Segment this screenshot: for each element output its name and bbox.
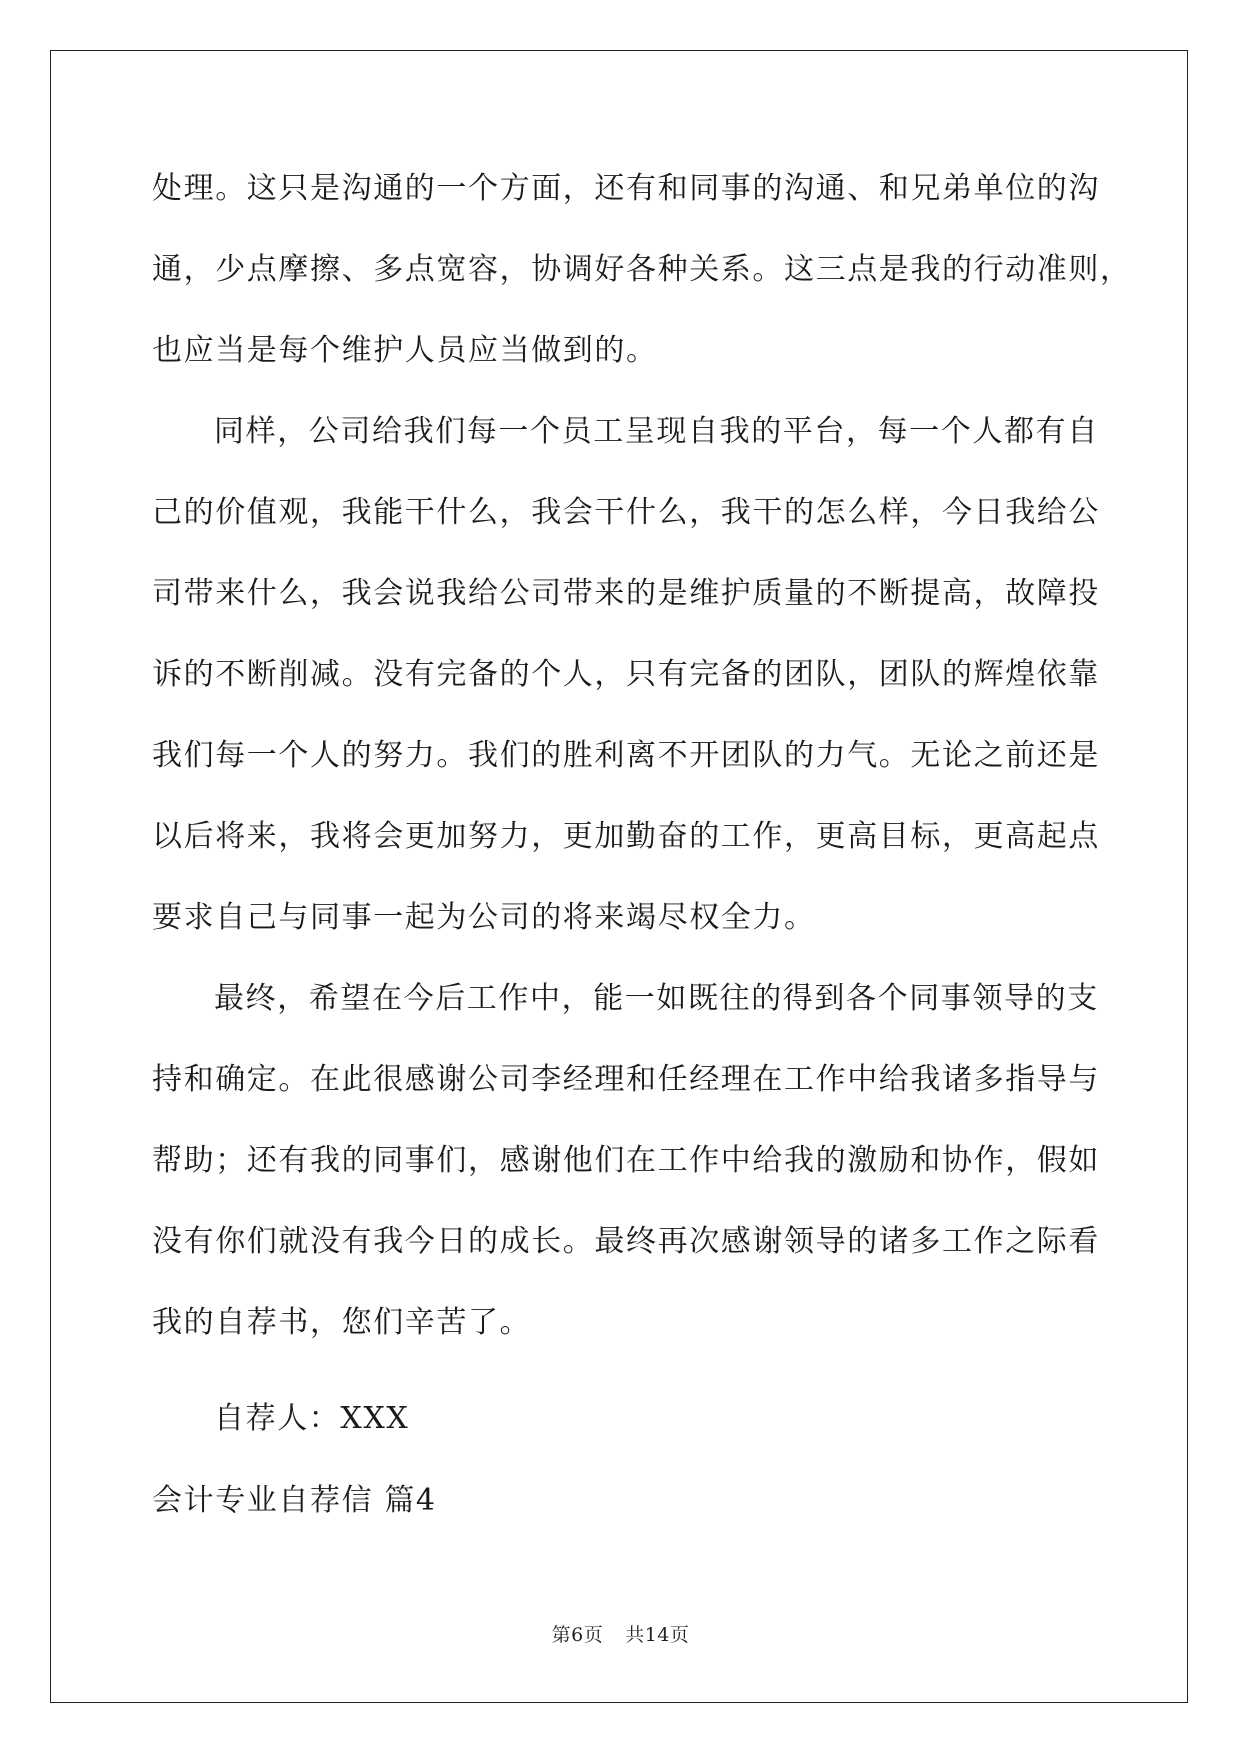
text-line: 我们每一个人的努力。我们的胜利离不开团队的力气。无论之前还是 — [152, 738, 1100, 773]
page-number: 第6页 — [551, 1624, 604, 1646]
section-heading: 会计专业自荐信 篇4 — [152, 1483, 437, 1518]
text-line: 帮助；还有我的同事们，感谢他们在工作中给我的激励和协作，假如 — [152, 1143, 1100, 1178]
text-line: 也应当是每个维护人员应当做到的。 — [152, 333, 658, 368]
page-total: 共14页 — [625, 1624, 690, 1646]
document-body — [152, 158, 1132, 1373]
page-footer — [0, 1620, 1241, 1647]
text-line: 诉的不断削减。没有完备的个人，只有完备的团队，团队的辉煌依靠 — [152, 657, 1100, 692]
text-line: 司带来什么，我会说我给公司带来的是维护质量的不断提高，故障投 — [152, 576, 1100, 611]
signature-line: 自荐人：XXX — [214, 1401, 410, 1436]
text-line: 要求自己与同事一起为公司的将来竭尽权全力。 — [152, 900, 816, 935]
text-line: 没有你们就没有我今日的成长。最终再次感谢领导的诸多工作之际看 — [152, 1224, 1100, 1259]
text-line: 通，少点摩擦、多点宽容，协调好各种关系。这三点是我的行动准则， — [152, 252, 1132, 287]
text-line: 己的价值观，我能干什么，我会干什么，我干的怎么样，今日我给公 — [152, 495, 1100, 530]
text-line: 最终，希望在今后工作中，能一如既往的得到各个同事领导的支 — [214, 981, 1099, 1016]
text-line: 处理。这只是沟通的一个方面，还有和同事的沟通、和兄弟单位的沟 — [152, 171, 1100, 206]
text-line: 持和确定。在此很感谢公司李经理和任经理在工作中给我诸多指导与 — [152, 1062, 1100, 1097]
text-line: 以后将来，我将会更加努力，更加勤奋的工作，更高目标，更高起点 — [152, 819, 1100, 854]
text-line: 同样，公司给我们每一个员工呈现自我的平台，每一个人都有自 — [214, 414, 1099, 449]
text-line: 我的自荐书，您们辛苦了。 — [152, 1305, 532, 1340]
